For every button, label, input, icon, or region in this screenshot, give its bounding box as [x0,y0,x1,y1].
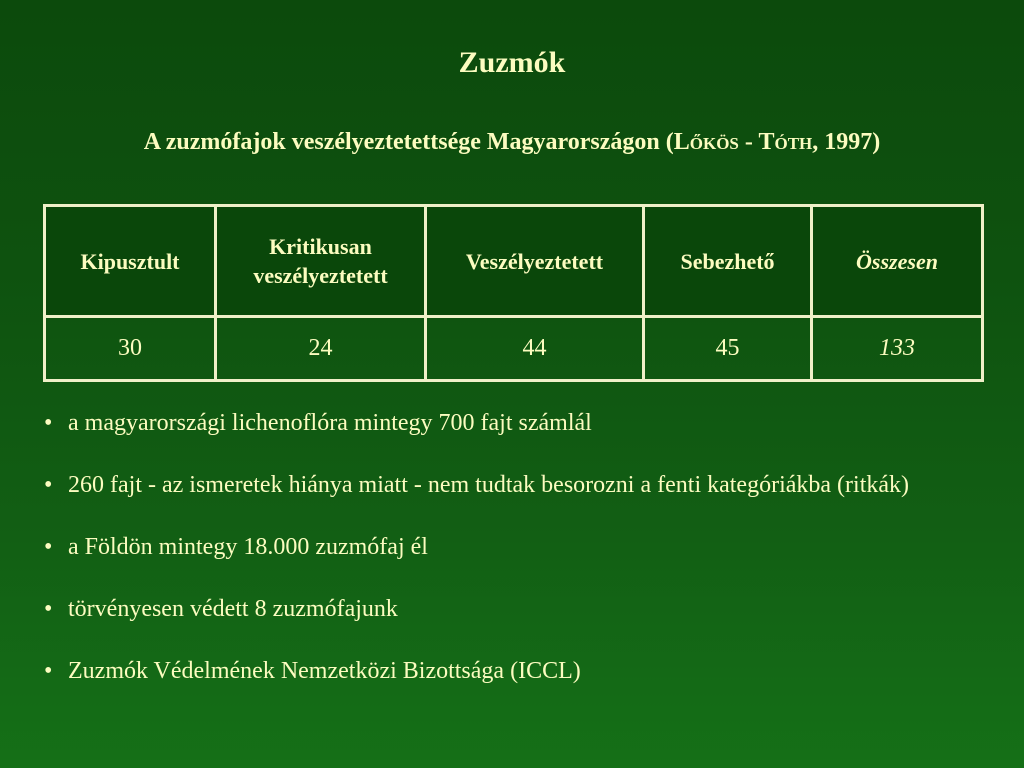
author2-rest: ÓTH [774,134,813,153]
subtitle-year: , 1997) [812,129,881,155]
bullet-icon: • [44,658,53,684]
header-cell-extinct: Kipusztult [45,206,216,317]
author-separator: - [738,129,759,155]
bullet-text: a Földön mintegy 18.000 zuzmófaj él [68,534,428,560]
endangerment-table [43,204,984,382]
header-cell-vulnerable: Sebezhető [644,206,812,317]
header-cell-critically-endangered: Kritikusan veszélyeztetett [216,206,426,317]
author2-initial: T [758,129,775,155]
value-cell-critically-endangered: 24 [216,317,426,381]
table-row [45,317,983,381]
bullet-icon: • [44,534,53,560]
list-item [44,578,994,640]
author1-rest: ŐKÖS [689,134,739,153]
header-cell-endangered: Veszélyeztetett [426,206,644,317]
table-header-row [45,206,983,317]
author1-initial: L [673,129,690,155]
list-item [44,454,994,516]
bullet-list [44,392,994,702]
value-cell-endangered: 44 [426,317,644,381]
header-cell-total: Összesen [812,206,983,317]
value-cell-total: 133 [812,317,983,381]
slide-subtitle [0,125,1024,161]
value-cell-extinct: 30 [45,317,216,381]
list-item [44,640,994,702]
value-cell-vulnerable: 45 [644,317,812,381]
bullet-text: törvényesen védett 8 zuzmófajunk [68,596,398,622]
list-item [44,392,994,454]
bullet-text: 260 fajt - az ismeretek hiánya miatt - nem tudtak besorozni a fenti kategóriákba (ritkák) [68,472,910,498]
bullet-text: Zuzmók Védelmének Nemzetközi Bizottsága (ICCL) [68,658,581,684]
slide-title: Zuzmók [458,46,566,79]
bullet-icon: • [44,410,53,436]
list-item [44,516,994,578]
subtitle-main: A zuzmófajok veszélyeztetettsége Magyarországon ( [143,129,674,155]
bullet-icon: • [44,472,53,498]
bullet-text: a magyarországi lichenoflóra mintegy 700 fajt számlál [68,410,592,436]
bullet-icon: • [44,596,53,622]
